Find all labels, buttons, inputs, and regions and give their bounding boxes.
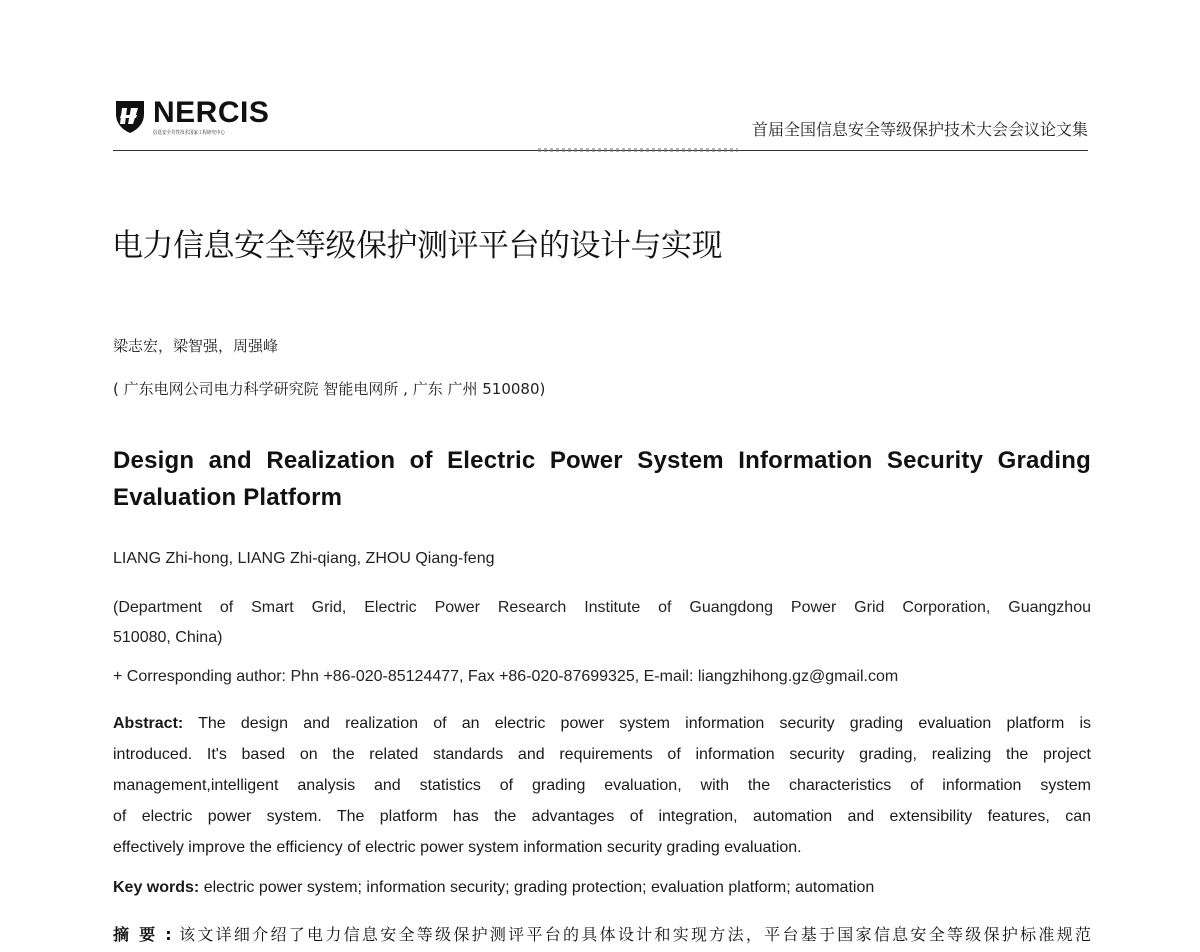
abstract-line-4: of electric power system. The platform has the advantages of integration, automation and extensibility features, can — [113, 808, 1091, 825]
en-paper-title — [113, 442, 1091, 516]
logo-name: NERCIS — [153, 96, 270, 129]
en-title-line-2: Evaluation Platform — [113, 484, 343, 511]
en-affiliation — [113, 593, 1091, 653]
cn-affiliation: ( 广东电网公司电力科学研究院 智能电网所 , 广东 广州 510080) — [113, 380, 546, 398]
cn-paper-title: 电力信息安全等级保护测评平台的设计与实现 — [112, 228, 722, 264]
shield-emblem-icon — [113, 98, 147, 134]
en-keywords — [113, 879, 874, 897]
cn-abstract-label: 摘 要 : — [113, 925, 172, 944]
abstract-label: Abstract: — [113, 715, 184, 732]
keywords-label: Key words: — [113, 879, 200, 896]
abstract-line-3: management,intelligent analysis and statistics of grading evaluation, with the characteristics of information system — [113, 777, 1091, 794]
logo-subtitle: 信息安全共性技术国家工程研究中心 — [153, 130, 226, 136]
abstract-line-1-text: The design and realization of an electric power system information security grading evaluation platform is — [198, 715, 1091, 732]
header-divider-dots — [538, 148, 738, 152]
en-abstract — [113, 708, 1091, 863]
abstract-line-1 — [113, 708, 1091, 739]
keywords-text: electric power system; information security; grading protection; evaluation platform; automation — [203, 879, 875, 896]
proceedings-title: 首届全国信息安全等级保护技术大会会议论文集 — [751, 120, 1088, 139]
abstract-line-5: effectively improve the efficiency of electric power system information security grading evaluation. — [113, 839, 802, 856]
cn-abstract-text: 该文详细介绍了电力信息安全等级保护测评平台的具体设计和实现方法，平台基于国家信息安全等级保护标准规范 — [179, 925, 1091, 944]
cn-authors: 梁志宏，梁智强，周强峰 — [113, 337, 279, 355]
en-affiliation-line-1: (Department of Smart Grid, Electric Power Research Institute of Guangdong Power Grid Corporation, Guangzhou — [113, 599, 1091, 616]
cn-abstract — [113, 922, 1091, 945]
en-authors: LIANG Zhi-hong, LIANG Zhi-qiang, ZHOU Qiang-feng — [113, 550, 495, 567]
abstract-line-2: introduced. It's based on the related standards and requirements of information security grading, realizing the project — [113, 746, 1091, 763]
corresponding-author: + Corresponding author: Phn +86-020-85124477, Fax +86-020-87699325, E-mail: liangzhihong.gz@gmail.com — [113, 668, 899, 685]
logo-text — [153, 98, 269, 136]
en-affiliation-line-2: 510080, China) — [113, 629, 223, 646]
nercis-logo — [113, 98, 269, 136]
en-title-line-1: Design and Realization of Electric Power System Information Security Grading — [113, 447, 1091, 474]
